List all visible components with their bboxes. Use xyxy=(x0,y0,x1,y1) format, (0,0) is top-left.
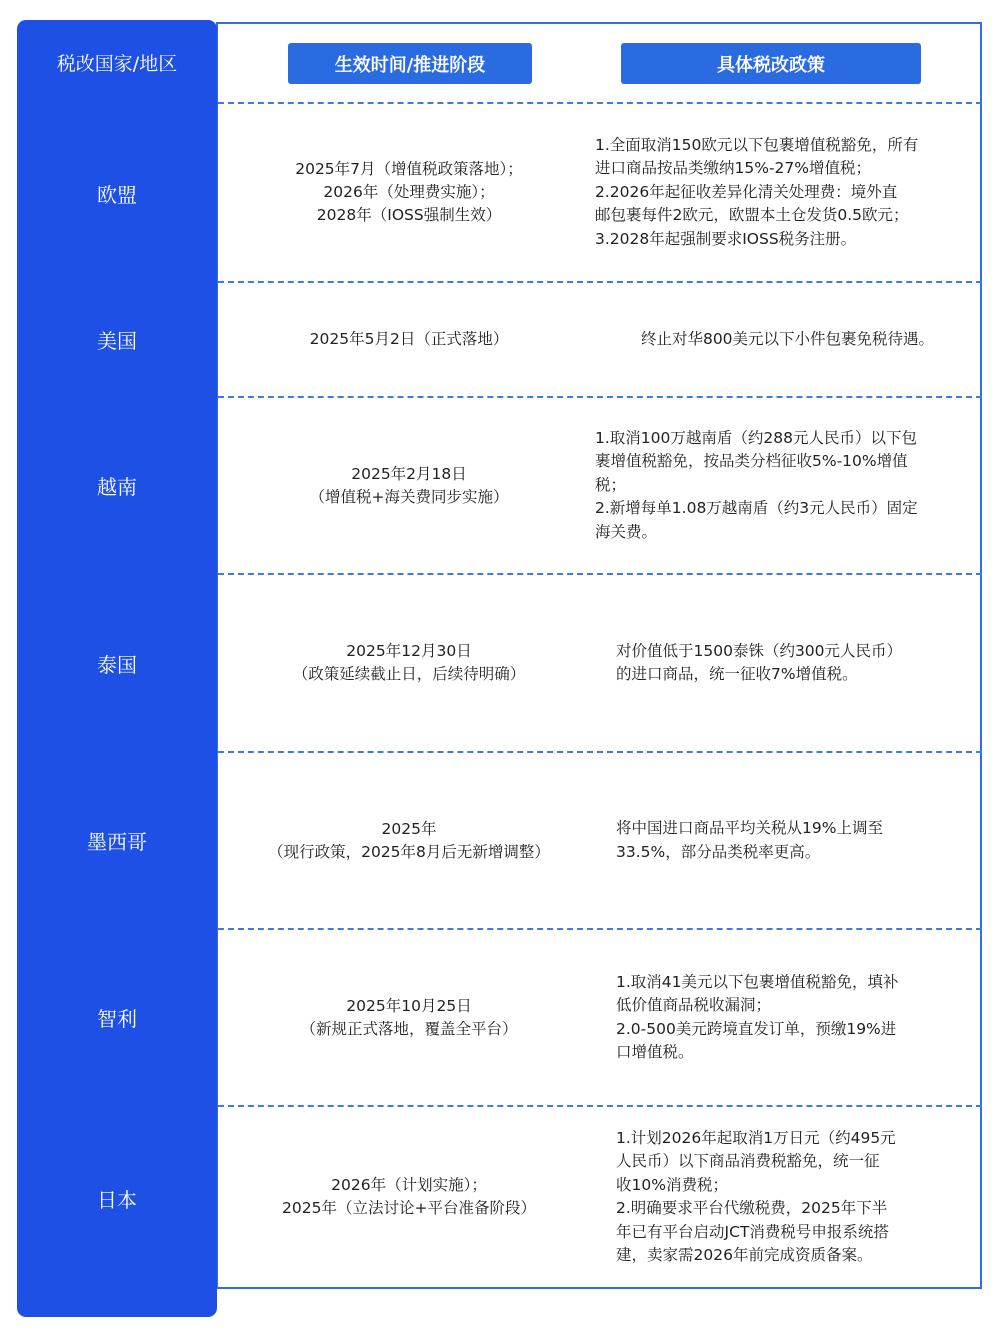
policy-cell-eu xyxy=(595,104,975,281)
policy-line: 2.0-500美元跨境直发订单，预缴19%进 xyxy=(616,1019,897,1038)
time-cell-japan xyxy=(218,1107,600,1287)
policy-line: 低价值商品税收漏洞； xyxy=(616,996,772,1014)
time-line: （新规正式落地，覆盖全平台） xyxy=(300,1019,518,1038)
policy-line: 的进口商品，统一征收7%增值税。 xyxy=(616,665,858,683)
policy-cell-vietnam xyxy=(595,398,975,573)
time-column-header: 生效时间/推进阶段 xyxy=(288,43,532,84)
time-cell-us xyxy=(218,283,600,396)
policy-line: 邮包裹每件2欧元，欧盟本土仓发货0.5欧元； xyxy=(595,206,909,225)
time-cell-mexico xyxy=(218,753,600,928)
policy-cell-chile xyxy=(616,930,976,1105)
policy-line: 终止对华800美元以下小件包裹免税待遇。 xyxy=(640,329,935,348)
time-line: 2025年 xyxy=(381,819,437,838)
country-japan: 日本 xyxy=(97,1188,137,1212)
time-line: 2025年7月（增值税政策落地）； xyxy=(295,160,523,178)
time-line: 2025年10月25日 xyxy=(346,996,472,1015)
policy-line: 税； xyxy=(595,475,627,494)
policy-column-header: 具体税改政策 xyxy=(621,43,921,84)
policy-line: 建，卖家需2026年前完成资质备案。 xyxy=(616,1246,873,1264)
policy-line: 裹增值税豁免，按品类分档征收5%-10%增值 xyxy=(595,452,908,471)
policy-line: 将中国进口商品平均关税从19%上调至 xyxy=(616,819,883,837)
policy-line: 海关费。 xyxy=(595,522,658,541)
policy-line: 2.明确要求平台代缴税费，2025年下半 xyxy=(616,1199,888,1217)
country-vietnam: 越南 xyxy=(97,475,137,499)
time-line: （政策延续截止日，后续待明确） xyxy=(292,665,526,683)
policy-line: 1.取消100万越南盾（约288元人民币）以下包 xyxy=(595,428,917,447)
policy-line: 2.2026年起征收差异化清关处理费：境外直 xyxy=(595,182,898,201)
time-line: 2025年12月30日 xyxy=(346,642,472,660)
policy-cell-mexico xyxy=(616,753,976,928)
policy-cell-thailand xyxy=(616,575,976,751)
policy-line: 收10%消费税； xyxy=(616,1175,728,1194)
country-mexico: 墨西哥 xyxy=(87,830,147,854)
policy-line: 1.计划2026年起取消1万日元（约495元 xyxy=(616,1128,896,1147)
policy-line: 年已有平台启动JCT消费税号申报系统搭 xyxy=(616,1222,889,1241)
country-sidebar xyxy=(17,20,217,1317)
time-cell-chile xyxy=(218,930,600,1105)
time-line: 2025年2月18日 xyxy=(351,464,467,483)
policy-line: 1.全面取消150欧元以下包裹增值税豁免，所有 xyxy=(595,135,919,154)
policy-line: 人民币）以下商品消费税豁免，统一征 xyxy=(616,1152,880,1170)
time-cell-eu xyxy=(218,104,600,281)
time-line: 2026年（处理费实施）； xyxy=(323,183,495,201)
policy-line: 2.新增每单1.08万越南盾（约3元人民币）固定 xyxy=(595,499,918,518)
policy-cell-japan xyxy=(616,1107,976,1287)
time-line: 2025年5月2日（正式落地） xyxy=(309,330,509,348)
time-line: 2026年（计划实施）； xyxy=(331,1176,487,1194)
policy-line: 进口商品按品类缴纳15%-27%增值税； xyxy=(595,159,871,178)
time-line: （现行政策，2025年8月后无新增调整） xyxy=(268,842,550,861)
sidebar-header: 税改国家/地区 xyxy=(56,52,178,75)
policy-line: 3.2028年起强制要求IOSS税务注册。 xyxy=(595,229,857,248)
time-cell-vietnam xyxy=(218,398,600,573)
time-cell-thailand xyxy=(218,575,600,751)
time-line: （增值税+海关费同步实施） xyxy=(309,487,509,506)
policy-line: 对价值低于1500泰铢（约300元人民币） xyxy=(616,641,903,660)
country-chile: 智利 xyxy=(97,1007,137,1031)
country-us: 美国 xyxy=(97,329,137,353)
policy-cell-us xyxy=(600,283,975,396)
country-thailand: 泰国 xyxy=(97,652,137,677)
time-line: 2025年（立法讨论+平台准备阶段） xyxy=(282,1199,536,1217)
policy-line: 口增值税。 xyxy=(616,1043,694,1061)
policy-line: 33.5%，部分品类税率更高。 xyxy=(616,842,821,861)
policy-line: 1.取消41美元以下包裹增值税豁免，填补 xyxy=(616,972,899,991)
country-eu: 欧盟 xyxy=(97,182,137,207)
time-line: 2028年（IOSS强制生效） xyxy=(316,206,502,224)
